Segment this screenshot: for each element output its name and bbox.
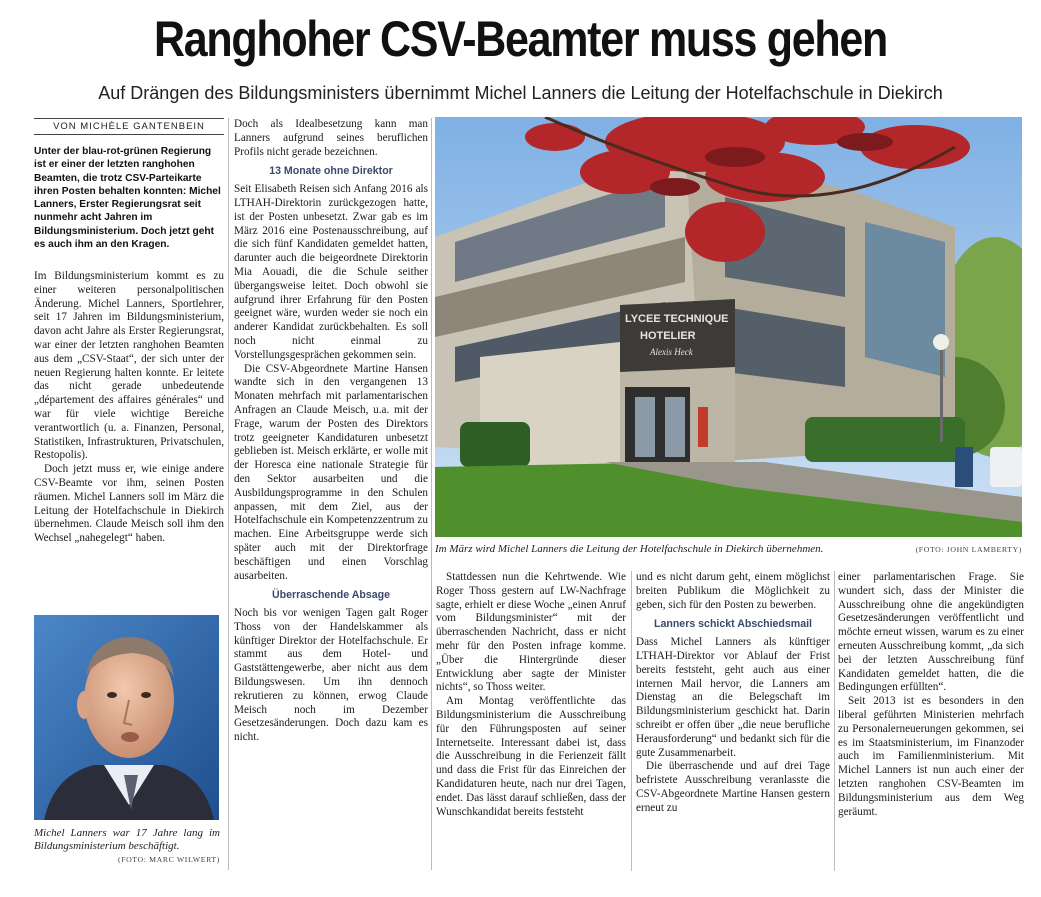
- subheading: Lanners schickt Abschiedsmail: [654, 618, 812, 631]
- photo-caption-text: Im März wird Michel Lanners die Leitung der Hotelfachschule in Diekirch übernehmen.: [435, 543, 824, 555]
- byline: VON MICHÈLE GANTENBEIN: [34, 118, 224, 135]
- paragraph: einer parlamentarischen Frage. Sie wundert sich, dass der Minister die Ausschreibung ohne die angekündigten Gesetzesänderungen veröffentlicht und möchte erneut wissen, warum es zu einer erneuten Ausschreibung kommt, „da sich bei der letzten Ausschreibung fünf Kandidaten gemeldet hatten, die die Bedingungen erfüllten“.: [838, 571, 1024, 694]
- portrait-caption: [34, 827, 220, 866]
- column-4: [636, 571, 830, 816]
- portrait-caption-text: Michel Lanners war 17 Jahre lang im Bildungsministerium beschäftigt.: [34, 827, 220, 852]
- paragraph: Stattdessen nun die Kehrtwende. Wie Roger Thoss gestern auf LW-Nachfrage sagte, erhielt er diese Woche „einen Anruf vom Bildungsminister“ mit der überraschenden Nachricht, dass er nicht mehr für den Posten infrage komme. „Über die Hintergründe dieser Entwicklung aber sagte der Minister nichts“, so Thoss weiter.: [436, 571, 626, 694]
- photo-caption: [435, 543, 1022, 556]
- paragraph: Doch als Idealbesetzung kann man Lanners aufgrund seines beruflichen Profils nicht gerade bezeichnen.: [234, 118, 428, 158]
- paragraph: Doch jetzt muss er, wie einige andere CSV-Beamte vor ihm, seinen Posten räumen. Michel Lanners soll im März die Leitung der Hotelfachschule in Diekirch übernehmen. Claude Meisch soll ihm den Wechsel „nahegelegt“ haben.: [34, 463, 224, 545]
- paragraph: Die überraschende und auf drei Tage befristete Ausschreibung veranlasste die CSV-Abgeordnete Martine Hansen gestern erneut zu: [636, 760, 830, 814]
- column-rule: [631, 571, 632, 871]
- subheading: 13 Monate ohne Direktor: [269, 165, 393, 178]
- paragraph: Die CSV-Abgeordnete Martine Hansen wandte sich in den vergangenen 13 Monaten mehrfach mit parlamentarischen Anfragen an Claude Meisch, u.a. mit der Frage, warum der Posten des Direktors trotz geeigneter Kandidaturen unbesetzt geblieben ist. Meisch erklärte, er wolle mit der Horesca eine nationale Strategie für den Sektor ausarbeiten und die Ausbildungsprogramme in den Schulen anpassen, mit dem Ziel, aus der Hotelfachschule ein Kompetenzzentrum zu machen. Eine Arbeitsgruppe werde sich später auch mit der Direktorfrage beschäftigen und einen Vorschlag ausarbeiten.: [234, 362, 428, 582]
- photo-credit: (FOTO: JOHN LAMBERTY): [915, 545, 1022, 554]
- paragraph: Am Montag veröffentlichte das Bildungsministerium die Ausschreibung für den Führungsposten auf seiner Internetseite. Interessant dabei ist, dass die Ausschreibung in die Ferienzeit fällt und dass die Frist für das Einreichen der Kandidaturen heute, nach nur drei Tagen, endet. Das lässt darauf schließen, dass der Wunschkandidat bereits feststeht: [436, 695, 626, 818]
- sign-text-1: LYCEE TECHNIQUE: [625, 313, 729, 325]
- paragraph: Seit 2013 ist es besonders in den liberal geführten Ministerien mehrfach zu Personalerneuerungen gekommen, sei es im Staatsministerium, im Finanzoder auch im Familienministerium. Mit Michel Lanners ist nun auch einer der letzten ranghohen CSV-Beamten im Bildungsministerium aus dem Weg geräumt.: [838, 695, 1024, 818]
- column-5: [838, 571, 1024, 819]
- paragraph: Dass Michel Lanners als künftiger LTHAH-Direktor vor Ablauf der Frist bereits feststeht, geht auch aus einer internen Mail hervor, die Lanners am Dienstag an die Belegschaft im Bildungsministerium geschickt hat. Darin schreibt er offen über „die neue berufliche Herausforderung“ und bedankt sich für die gute Zusammenarbeit.: [636, 636, 830, 759]
- paragraph: Im Bildungsministerium kommt es zu einer weiteren personalpolitischen Änderung. Michel Lanners, Sportlehrer, seit 17 Jahren im Bildungsministerium, davon acht Jahre als Erster Regierungsrat, war einer der letzten ranghohen Beamten aus dem „CSV-Staat“, der sich unter der neuen Regierung halten konnte. Er leitete das nicht gerade unbedeutende „département des affaires générales“ und war für viele wichtige Bereiche verantwortlich (u. a. Finanzen, Personal, Statistiken, Infrastrukturen, Privatschulen, Restopolis).: [34, 270, 224, 462]
- sign-text-3: Alexis Heck: [650, 347, 693, 357]
- paragraph: und es nicht darum geht, einem möglichst breiten Publikum die Möglichkeit zu geben, sich für den Posten zu bewerben.: [636, 571, 830, 611]
- paragraph: Seit Elisabeth Reisen sich Anfang 2016 als LTHAH-Direktorin zurückgezogen hatte, ist der Posten unbesetzt. Zwar gab es im März 2016 eine Postenausschreibung, auf die sich fünf Kandidaten gemeldet hatten, darunter auch die beigeordnete Direktorin Mia Aouadi, die die Schule seither übergangsweise leitet. Doch obwohl sie aufgrund ihrer Erfahrung für den Posten geeignet wäre, wurden weder sie noch ein anderer Kandidat zurückbehalten. Es soll noch nicht einmal zu Vorstellungsgesprächen gekommen sein.: [234, 183, 428, 361]
- column-rule: [834, 571, 835, 871]
- column-3: [436, 571, 626, 819]
- lead-paragraph: Unter der blau-rot-grünen Regierung ist er einer der letzten ranghohen Beamten, die trotz CSV-Parteikarte ihren Posten behalten konnten: Michel Lanners, Erster Regierungsrat seit nunmehr acht Jahren im Bildungsministerium. Doch jetzt geht es auch ihm an den Kragen.: [34, 146, 221, 251]
- portrait-credit: (FOTO: MARC WILWERT): [117, 855, 220, 864]
- main-photo: [435, 117, 1022, 537]
- sign-text-2: HOTELIER: [640, 330, 696, 342]
- column-rule: [228, 118, 229, 870]
- portrait-image: [34, 615, 219, 820]
- paragraph: Noch bis vor wenigen Tagen galt Roger Thoss von der Handelskammer als künftiger Direktor der Hotelfachschule. Er stammt aus dem Hotel- und Gaststättengewerbe, aber nicht aus dem Bildungswesen. Um ihn dennoch rekrutieren zu können, erwog Claude Meisch noch im Dezember Gesetzesänderungen. Doch dazu kam es nicht.: [234, 607, 428, 744]
- headline: Ranghoher CSV-Beamter muss gehen: [154, 11, 887, 67]
- column-1: [34, 270, 224, 546]
- column-2: [234, 118, 428, 745]
- subheading: Überraschende Absage: [272, 589, 390, 602]
- portrait-photo: [34, 615, 219, 820]
- subheadline: Auf Drängen des Bildungsministers übernimmt Michel Lanners die Leitung der Hotelfachschule in Diekirch: [98, 83, 943, 103]
- column-rule: [431, 118, 432, 870]
- school-building-image: [435, 117, 1022, 537]
